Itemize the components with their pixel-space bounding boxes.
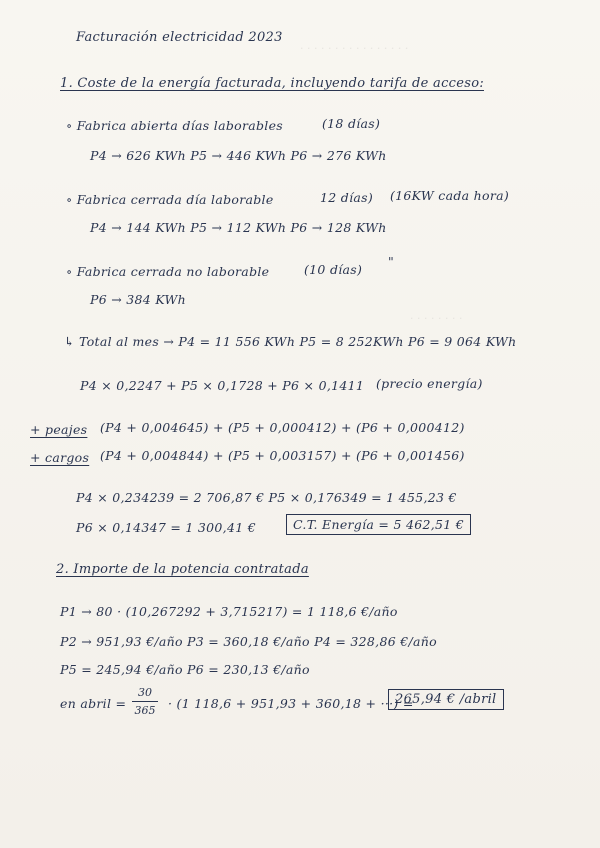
section-1-heading: 1. Coste de la energía facturada, incluyendo tarifa de acceso: (60, 76, 484, 91)
fraction-denominator: 365 (134, 704, 156, 717)
april-result-box: 265,94 € /abril (388, 689, 504, 710)
april-formula: · (1 118,6 + 951,93 + 360,18 + ···) = (168, 696, 414, 711)
closed-nonworkday-label: ∘ Fabrica cerrada no laborable (66, 264, 270, 279)
cargos-label: + cargos (30, 450, 90, 465)
cargos-formula: (P4 + 0,004844) + (P5 + 0,003157) + (P6 + 0,001456) (100, 448, 465, 463)
energy-price-note: (precio energía) (376, 376, 483, 391)
energy-price-formula: P4 × 0,2247 + P5 × 0,1728 + P6 × 0,1411 (80, 378, 365, 393)
power-p2-p4: P2 → 951,93 €/año P3 = 360,18 €/año P4 = 328,86 €/año (60, 634, 437, 649)
open-workdays-days: (18 días) (322, 116, 381, 131)
open-workdays-values: P4 → 626 KWh P5 → 446 KWh P6 → 276 KWh (90, 148, 387, 163)
page-title: Facturación electricidad 2023 (76, 30, 283, 45)
closed-workday-label: ∘ Fabrica cerrada día laborable (66, 192, 274, 207)
peajes-label: + peajes (30, 422, 88, 437)
closed-workday-days: 12 días) (320, 190, 374, 205)
closed-workday-note: (16KW cada hora) (390, 188, 510, 203)
power-p5-p6: P5 = 245,94 €/año P6 = 230,13 €/año (60, 662, 310, 677)
closed-workday-values: P4 → 144 KWh P5 → 112 KWh P6 → 128 KWh (90, 220, 387, 235)
april-label: en abril = (60, 696, 127, 711)
bleed-through-text: · · · · · · · · · · · · · · · · (300, 42, 409, 55)
peajes-formula: (P4 + 0,004645) + (P5 + 0,000412) + (P6 + 0,000412) (100, 420, 465, 435)
energy-result-line-2: P6 × 0,14347 = 1 300,41 € (76, 520, 256, 535)
energy-result-line-1: P4 × 0,234239 = 2 706,87 € P5 × 0,176349 = 1 455,23 € (76, 490, 457, 505)
fraction-bar (132, 701, 158, 702)
fraction-numerator: 30 (138, 686, 152, 699)
bleed-through-text: · · · · · · · · (410, 312, 463, 325)
closed-nonworkday-values: P6 → 384 KWh (90, 292, 187, 307)
monthly-total: ↳ Total al mes → P4 = 11 556 KWh P5 = 8 252KWh P6 = 9 064 KWh (64, 334, 517, 349)
total-energy-cost-box: C.T. Energía = 5 462,51 € (286, 514, 471, 535)
closed-nonworkday-days: (10 días) (304, 262, 363, 277)
open-workdays-label: ∘ Fabrica abierta días laborables (66, 118, 284, 133)
april-fraction (132, 686, 158, 717)
power-p1: P1 → 80 · (10,267292 + 3,715217) = 1 118,6 €/año (60, 604, 398, 619)
section-2-heading: 2. Importe de la potencia contratada (56, 562, 309, 577)
ditto-mark: " (388, 254, 395, 269)
